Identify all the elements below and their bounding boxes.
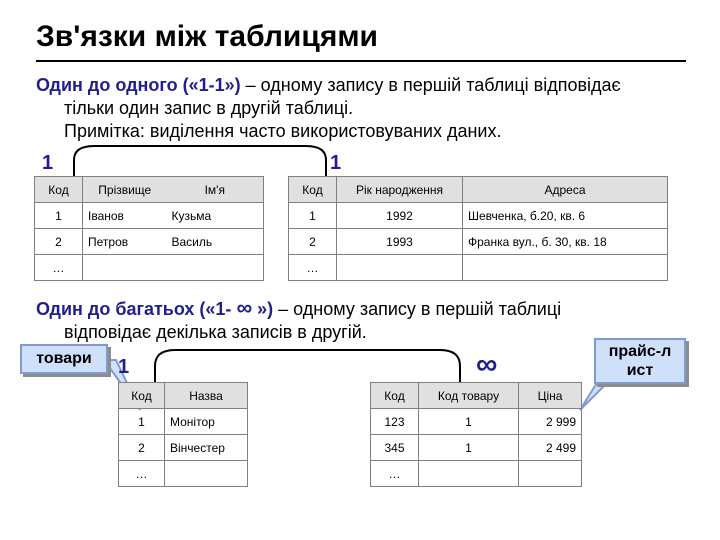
table-cell: Вінчестер	[165, 435, 248, 461]
table-header-row	[371, 383, 582, 409]
column-header: Назва	[165, 383, 248, 409]
table-row	[289, 255, 668, 281]
table-row	[371, 409, 582, 435]
price-list-table	[370, 382, 582, 487]
table-row	[371, 461, 582, 487]
one-to-many-heading: Один до багатьох («1- ∞ »)	[36, 295, 274, 320]
one-to-many-right-cardinality: ∞	[476, 348, 498, 381]
one-to-many-left-cardinality: 1	[118, 356, 130, 378]
table-cell	[83, 255, 167, 281]
table-cell: 1	[419, 409, 519, 435]
table-cell: 1	[419, 435, 519, 461]
column-header: Код товару	[419, 383, 519, 409]
table-cell: 2	[119, 435, 165, 461]
one-to-many-text-2: відповідає декілька записів в другій.	[64, 322, 367, 342]
one-to-many-text-1: – одному запису в першій таблиці	[273, 299, 562, 319]
table-row	[119, 409, 248, 435]
table-cell: 1993	[337, 229, 463, 255]
products-callout: товари	[20, 344, 108, 374]
page-title: Зв'язки між таблицями	[36, 20, 378, 53]
table-cell: 1	[119, 409, 165, 435]
table-cell: Кузьма	[167, 203, 264, 229]
one-to-one-note: Примітка: виділення часто використовуваних даних.	[64, 121, 502, 141]
one-to-one-text-2: тільки один запис в другій таблиці.	[64, 98, 354, 118]
table-cell: …	[35, 255, 83, 281]
table-cell: 1	[289, 203, 337, 229]
column-header: Рік народження	[337, 177, 463, 203]
column-header: Код	[119, 383, 165, 409]
table-cell	[519, 461, 582, 487]
table-row	[371, 435, 582, 461]
table-cell: Василь	[167, 229, 264, 255]
table-row	[35, 255, 264, 281]
table-row	[289, 229, 668, 255]
table-cell: 2	[35, 229, 83, 255]
table-cell: 345	[371, 435, 419, 461]
details-table	[288, 176, 668, 281]
one-to-one-right-cardinality: 1	[330, 152, 342, 174]
table-row	[289, 203, 668, 229]
column-header: Ім'я	[167, 177, 264, 203]
table-cell: 2 999	[519, 409, 582, 435]
column-header: Прізвище	[83, 177, 167, 203]
price-list-callout	[594, 338, 686, 384]
table-row	[35, 229, 264, 255]
price-list-callout-line-1: прайс-л	[608, 343, 672, 360]
table-cell: …	[119, 461, 165, 487]
table-cell: 1992	[337, 203, 463, 229]
products-table	[118, 382, 248, 487]
table-cell	[419, 461, 519, 487]
table-row	[119, 435, 248, 461]
table-cell	[337, 255, 463, 281]
table-cell: Іванов	[83, 203, 167, 229]
table-cell	[167, 255, 264, 281]
infinity-symbol: ∞	[236, 295, 253, 320]
column-header: Код	[289, 177, 337, 203]
one-to-one-text-1: – одному запису в першій таблиці відповідає	[240, 75, 621, 95]
persons-table	[34, 176, 264, 281]
table-header-row	[119, 383, 248, 409]
column-header: Код	[371, 383, 419, 409]
table-cell: Монітор	[165, 409, 248, 435]
column-header: Ціна	[519, 383, 582, 409]
table-cell	[165, 461, 248, 487]
table-cell: 2	[289, 229, 337, 255]
table-row	[119, 461, 248, 487]
one-to-one-heading: Один до одного («1-1»)	[36, 75, 241, 95]
table-cell: 123	[371, 409, 419, 435]
table-header-row	[289, 177, 668, 203]
column-header: Код	[35, 177, 83, 203]
table-cell	[463, 255, 668, 281]
table-row	[35, 203, 264, 229]
table-header-row	[35, 177, 264, 203]
table-cell: Франка вул., б. 30, кв. 18	[463, 229, 668, 255]
price-list-callout-line-2: ист	[626, 362, 654, 379]
one-to-many-description	[36, 296, 696, 344]
table-cell: 2 499	[519, 435, 582, 461]
table-cell: Петров	[83, 229, 167, 255]
table-cell: …	[289, 255, 337, 281]
table-cell: …	[371, 461, 419, 487]
one-to-one-left-cardinality: 1	[42, 152, 54, 174]
column-header: Адреса	[463, 177, 668, 203]
table-cell: Шевченка, б.20, кв. 6	[463, 203, 668, 229]
table-cell: 1	[35, 203, 83, 229]
